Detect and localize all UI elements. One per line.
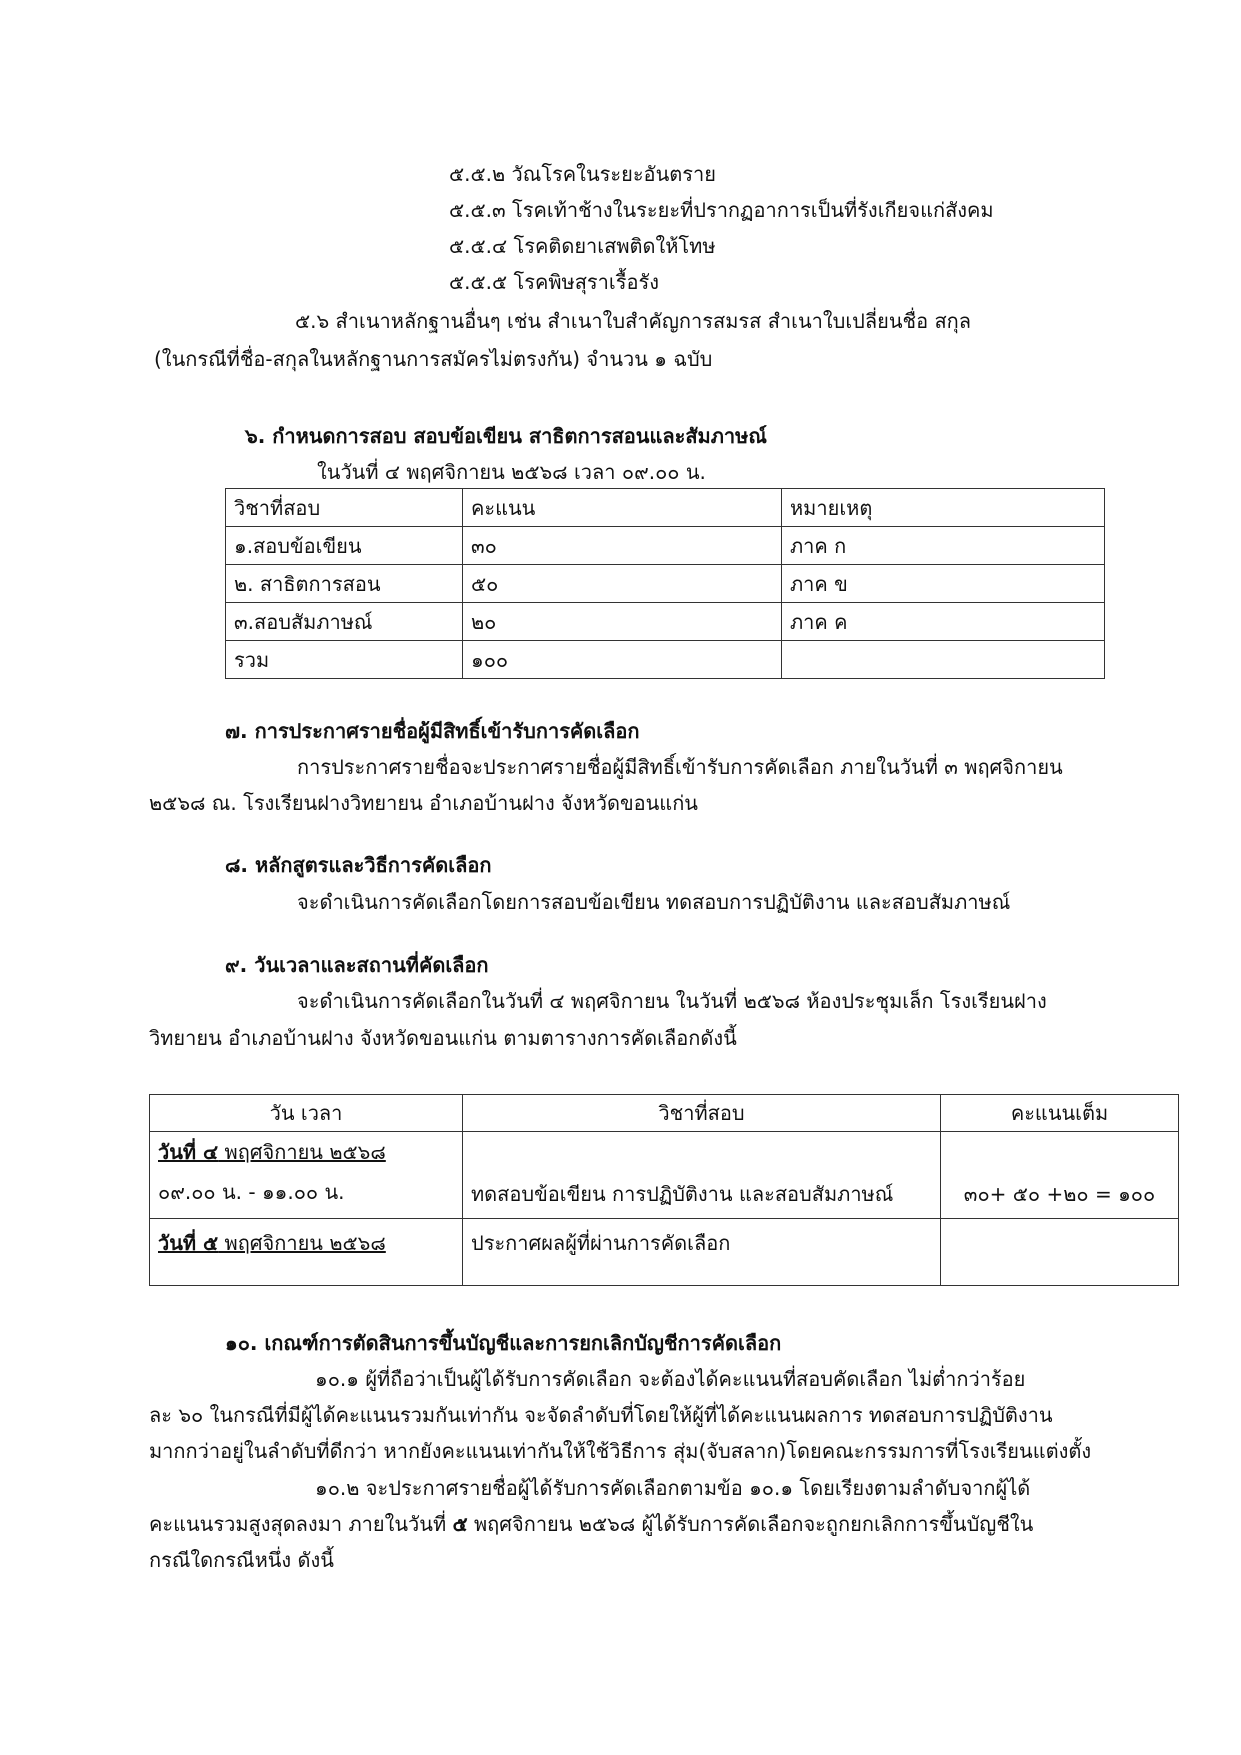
table-row bbox=[226, 565, 1105, 603]
datetime-cell bbox=[150, 1132, 463, 1219]
total-note-cell bbox=[782, 641, 1105, 679]
subject-cell: ประกาศผลผู้ที่ผ่านการคัดเลือก bbox=[463, 1219, 941, 1286]
full-score-cell bbox=[941, 1219, 1179, 1286]
col-note-header: หมายเหตุ bbox=[782, 489, 1105, 527]
exam-score-table bbox=[225, 488, 1105, 679]
item-5-5-4: ๕.๕.๔ โรคติดยาเสพติดให้โทษ bbox=[449, 234, 716, 258]
full-score-cell: ๓๐+ ๕๐ +๒๐ = ๑๐๐ bbox=[941, 1132, 1179, 1219]
item-5-5-5: ๕.๕.๕ โรคพิษสุราเรื้อรัง bbox=[449, 270, 659, 294]
score-cell: ๓๐ bbox=[463, 527, 782, 565]
section-10-2-line2: คะแนนรวมสูงสุดลงมา ภายในวันที่ ๕ พฤศจิกายน ๒๕๖๘ ผู้ได้รับการคัดเลือกจะถูกยกเลิกการขึ้นบัญชีใน bbox=[149, 1512, 1034, 1536]
total-label-cell: รวม bbox=[226, 641, 463, 679]
col-datetime-header: วัน เวลา bbox=[150, 1095, 463, 1132]
section-10-1-line2: ละ ๖๐ ในกรณีที่มีผู้ได้คะแนนรวมกันเท่ากัน จะจัดลำดับที่โดยให้ผู้ที่ได้คะแนนผลการ ทดสอบการปฏิบัติงาน bbox=[149, 1403, 1053, 1427]
item-5-6-line2: (ในกรณีที่ชื่อ-สกุลในหลักฐานการสมัครไม่ตรงกัน) จำนวน ๑ ฉบับ bbox=[154, 347, 713, 371]
section-10-2-line3: กรณีใดกรณีหนึ่ง ดังนี้ bbox=[149, 1548, 334, 1572]
note-cell: ภาค ข bbox=[782, 565, 1105, 603]
day-4-date: วันที่ ๔ พฤศจิกายน ๒๕๖๘ bbox=[158, 1140, 386, 1164]
table-total-row bbox=[226, 641, 1105, 679]
section-10-1-line1: ๑๐.๑ ผู้ที่ถือว่าเป็นผู้ได้รับการคัดเลือก จะต้องได้คะแนนที่สอบคัดเลือก ไม่ต่ำกว่าร้อย bbox=[315, 1367, 1026, 1391]
section-8-heading: ๘. หลักสูตรและวิธีการคัดเลือก bbox=[225, 853, 492, 877]
selection-schedule-table bbox=[149, 1094, 1179, 1286]
section-9-heading: ๙. วันเวลาและสถานที่คัดเลือก bbox=[225, 953, 489, 977]
table-row bbox=[226, 603, 1105, 641]
section-10-2-line1: ๑๐.๒ จะประกาศรายชื่อผู้ได้รับการคัดเลือกตามข้อ ๑๐.๑ โดยเรียงตามลำดับจากผู้ได้ bbox=[315, 1476, 1031, 1500]
section-7-line1: การประกาศรายชื่อจะประกาศรายชื่อผู้มีสิทธิ์เข้ารับการคัดเลือก ภายในวันที่ ๓ พฤศจิกายน bbox=[297, 755, 1063, 779]
table-row bbox=[150, 1132, 1179, 1219]
section-6-heading: ๖. กำหนดการสอบ สอบข้อเขียน สาธิตการสอนและสัมภาษณ์ bbox=[245, 424, 767, 448]
exam-date-line: ในวันที่ ๔ พฤศจิกายน ๒๕๖๘ เวลา ๐๙.๐๐ น. bbox=[317, 460, 706, 484]
subject-cell: ๑.สอบข้อเขียน bbox=[226, 527, 463, 565]
subject-cell: ๓.สอบสัมภาษณ์ bbox=[226, 603, 463, 641]
item-5-5-3: ๕.๕.๓ โรคเท้าช้างในระยะที่ปรากฏอาการเป็นที่รังเกียจแก่สังคม bbox=[449, 198, 994, 222]
section-7-line2: ๒๕๖๘ ณ. โรงเรียนฝางวิทยายน อำเภอบ้านฝาง จังหวัดขอนแก่น bbox=[149, 791, 698, 815]
time-range: ๐๙.๐๐ น. - ๑๑.๐๐ น. bbox=[158, 1180, 345, 1204]
section-10-1-line3: มากกว่าอยู่ในลำดับที่ดีกว่า หากยังคะแนนเท่ากันให้ใช้วิธีการ สุ่ม(จับสลาก)โดยคณะกรรมการที่โรงเรียนแต่งตั้ง bbox=[149, 1439, 1092, 1463]
subject-cell: ๒. สาธิตการสอน bbox=[226, 565, 463, 603]
total-score-cell: ๑๐๐ bbox=[463, 641, 782, 679]
table-row bbox=[226, 527, 1105, 565]
note-cell: ภาค ก bbox=[782, 527, 1105, 565]
table-row bbox=[150, 1219, 1179, 1286]
section-9-line1: จะดำเนินการคัดเลือกในวันที่ ๔ พฤศจิกายน ในวันที่ ๒๕๖๘ ห้องประชุมเล็ก โรงเรียนฝาง bbox=[297, 989, 1047, 1013]
table-header-row bbox=[226, 489, 1105, 527]
col-subject-header: วิชาที่สอบ bbox=[463, 1095, 941, 1132]
col-fullscore-header: คะแนนเต็ม bbox=[941, 1095, 1179, 1132]
section-10-heading: ๑๐. เกณฑ์การตัดสินการขึ้นบัญชีและการยกเลิกบัญชีการคัดเลือก bbox=[225, 1331, 782, 1355]
score-cell: ๒๐ bbox=[463, 603, 782, 641]
col-score-header: คะแนน bbox=[463, 489, 782, 527]
datetime-cell bbox=[150, 1219, 463, 1286]
day-5-date: วันที่ ๕ พฤศจิกายน ๒๕๖๘ bbox=[158, 1231, 386, 1255]
section-9-line2: วิทยายน อำเภอบ้านฝาง จังหวัดขอนแก่น ตามตารางการคัดเลือกดังนี้ bbox=[149, 1026, 737, 1050]
item-5-6-line1: ๕.๖ สำเนาหลักฐานอื่นๆ เช่น สำเนาใบสำคัญการสมรส สำเนาใบเปลี่ยนชื่อ สกุล bbox=[295, 309, 972, 333]
table-header-row bbox=[150, 1095, 1179, 1132]
col-subject-header: วิชาที่สอบ bbox=[226, 489, 463, 527]
section-7-heading: ๗. การประกาศรายชื่อผู้มีสิทธิ์เข้ารับการคัดเลือก bbox=[225, 719, 640, 743]
score-cell: ๕๐ bbox=[463, 565, 782, 603]
note-cell: ภาค ค bbox=[782, 603, 1105, 641]
item-5-5-2: ๕.๕.๒ วัณโรคในระยะอันตราย bbox=[449, 162, 716, 186]
section-8-line1: จะดำเนินการคัดเลือกโดยการสอบข้อเขียน ทดสอบการปฏิบัติงาน และสอบสัมภาษณ์ bbox=[297, 890, 1011, 914]
subject-cell: ทดสอบข้อเขียน การปฏิบัติงาน และสอบสัมภาษณ์ bbox=[463, 1132, 941, 1219]
